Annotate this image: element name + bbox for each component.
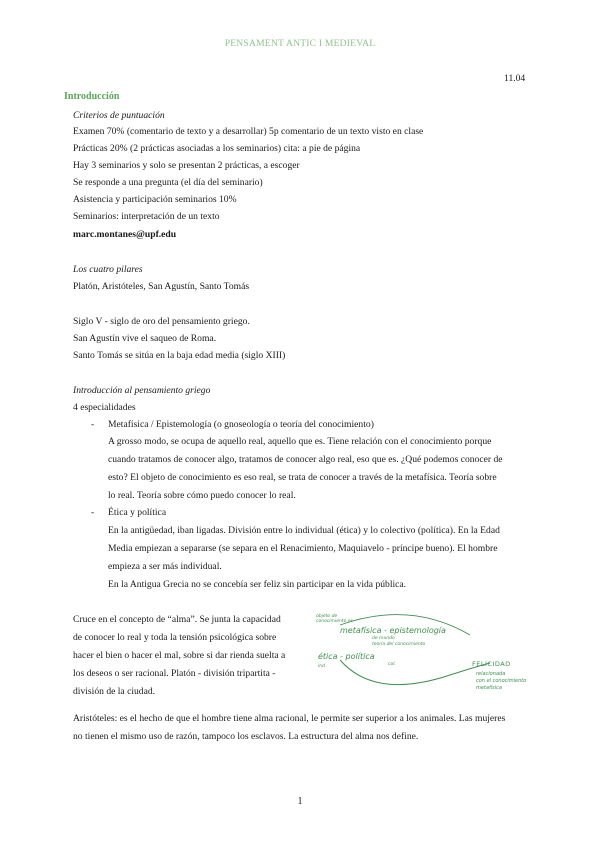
soul-paragraph-line: los deseos o ser racional. Platón - división tripartita - [73,668,276,679]
specialty-text: empieza a ser más individual. [108,561,222,572]
specialty-text: En la Antigua Grecia no se concebía ser feliz sin participar en la vida pública. [108,579,407,590]
pillars-line: Siglo V - siglo de oro del pensamiento griego. [73,316,250,327]
aristotle-line: Aristóteles: es el hecho de que el hombre tiene alma racional, le permite ser superior a los animales. Las mujeres [73,713,506,724]
greek-heading: Introducción al pensamiento griego [73,385,211,396]
note-theory: teoría del conocimiento [372,642,426,647]
note-world: de mundo [372,636,395,641]
soul-paragraph-line: división de la ciudad. [73,686,156,697]
section-title: Introducción [64,91,120,102]
soul-paragraph-line: hacer el bien o hacer el mal, sobre si dar rienda suelta a [73,650,286,661]
email: marc.montanes@upf.edu [73,229,177,240]
page-header: PENSAMENT ANTIC I MEDIEVAL [224,38,376,49]
note-col: col. [388,662,396,667]
criteria-line: Hay 3 seminarios y solo se presentan 2 prácticas, a escoger [73,160,300,171]
note-fel-sub: metafísica [476,685,502,691]
aristotle-line: no tienen el mismo uso de razón, tampoco los esclavos. La estructura del alma nos define. [73,731,419,742]
greek-specialties: 4 especialidades [73,402,136,413]
specialty-text: A grosso modo, se ocupa de aquello real, aquello que es. Tiene relación con el conocimiento porque [108,436,492,447]
criteria-heading: Criterios de puntuación [73,110,165,121]
specialty-text: En la antigüedad, iban ligadas. División entre lo individual (ética) y lo colectivo (política). En la Edad [108,525,500,536]
criteria-line: Prácticas 20% (2 prácticas asociadas a los seminarios) cita: a pie de página [73,143,361,154]
note-felicidad: FELICIDAD [472,660,511,668]
bullet-dash: - [91,507,95,518]
soul-paragraph-line: Cruce en el concepto de “alma”. Se junta la capacidad [73,614,281,625]
criteria-line: Examen 70% (comentario de texto y a desarrollar) 5p comentario de un texto visto en clase [73,126,424,137]
handwritten-curve [340,660,490,685]
date: 11.04 [504,73,526,84]
specialty-label: Ética y política [108,507,167,518]
pillars-names: Platón, Aristóteles, San Agustín, Santo Tomás [73,281,250,292]
specialty-label: Metafísica / Epistemología (o gnoseología o teoría del conocimiento) [108,419,374,430]
pillars-line: San Agustín vive el saqueo de Roma. [73,333,217,344]
specialty-text: Media empiezan a separarse (se separa en el Renacimiento, Maquiavelo - príncipe bueno). El hombre [108,543,498,554]
criteria-line: Asistencia y participación seminarios 10% [73,194,237,205]
note-fel-sub: relacionada [476,671,506,677]
note-object: objeto de conocimiento es [316,614,353,624]
criteria-line: Se responde a una pregunta (el día del seminario) [73,177,263,188]
page-number: 1 [297,796,303,807]
pillars-line: Santo Tomás se sitúa en la baja edad media (siglo XIII) [73,350,286,361]
note-metafisica: metafísica - epistemología [340,626,446,635]
criteria-line: Seminarios: interpretación de un texto [73,211,220,222]
note-fel-sub: con el conocimiento [476,678,527,684]
pillars-heading: Los cuatro pilares [73,264,143,275]
specialty-text: cuando tratamos de conocer algo, tratamos de conocer algo real, eso que es. ¿Qué podemos conocer de [108,454,503,465]
bullet-dash: - [91,419,95,430]
note-etica: ética - política [318,652,375,661]
specialty-text: lo real. Teoría sobre cómo puedo conocer lo real. [108,490,296,501]
note-ind: ind [318,664,325,669]
soul-paragraph-line: de conocer lo real y toda la tensión psicológica sobre [73,632,277,643]
specialty-text: esto? El objeto de conocimiento es eso real, se trata de conocer a través de la metafísica. Teoría sobre [108,472,497,483]
